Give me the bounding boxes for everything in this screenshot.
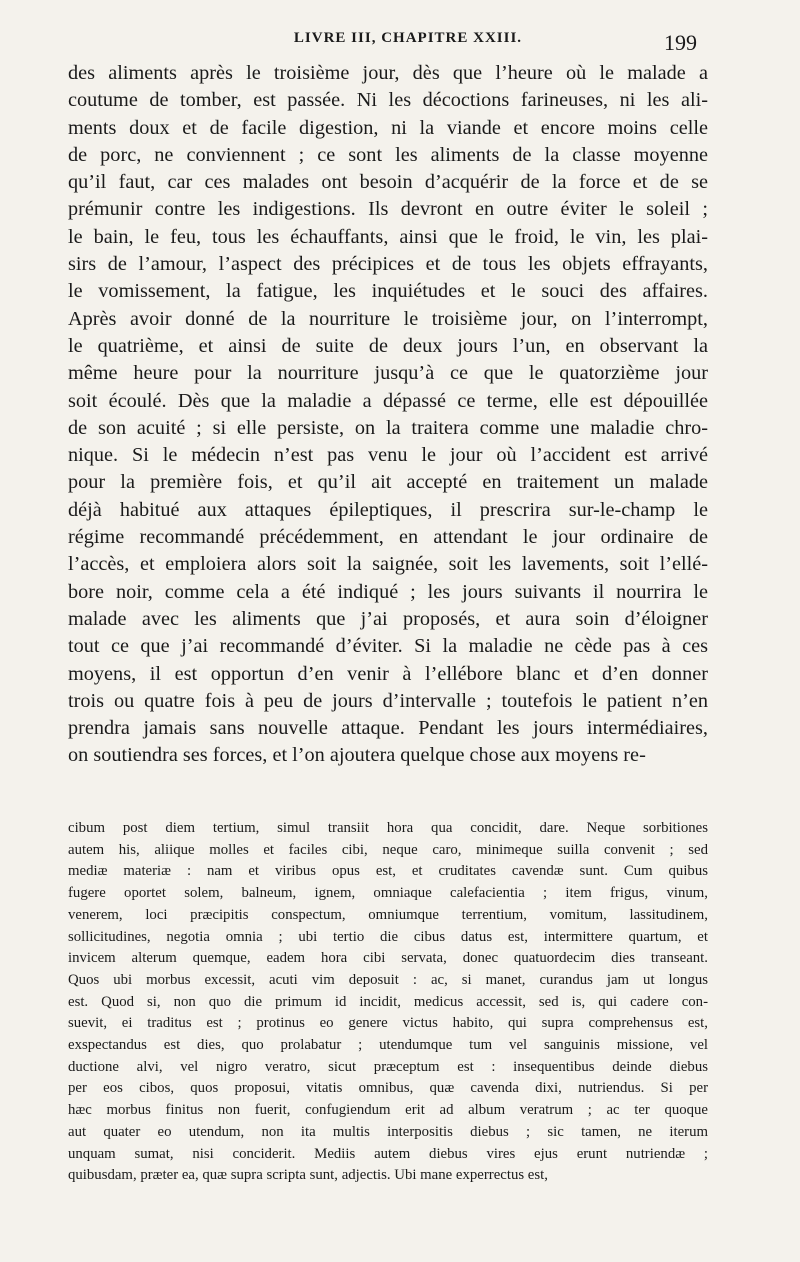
text-line: de son acuité ; si elle persiste, on la traitera comme une maladie chro- <box>68 416 708 439</box>
footnote-line: unquam sumat, nisi conciderit. Mediis autem diebus vires ejus erunt nutriendæ ; <box>68 1145 708 1162</box>
text-line: trois ou quatre fois à peu de jours d’intervalle ; toutefois le patient n’en <box>68 689 708 712</box>
footnote-line: exspectandus est dies, quo prolabatur ; utendumque tum vel sanguinis missione, vel <box>68 1037 708 1054</box>
footnote-line: invicem alterum quemque, eadem hora cibi servata, donec quatuordecim dies transeant. <box>68 950 708 967</box>
footnote-line: sollicitudines, negotia omnia ; ubi tertio die cibus datus est, intermittere quartum, et <box>68 928 708 945</box>
footnote-line: cibum post diem tertium, simul transiit hora qua concidit, dare. Neque sorbitiones <box>68 820 708 836</box>
footnote-line: mediæ materiæ : nam et viribus opus est, et cruditates cavendæ sunt. Cum quibus <box>68 863 708 880</box>
text-line: nique. Si le médecin n’est pas venu le jour où l’accident est arrivé <box>68 444 708 467</box>
text-line: le quatrième, et ainsi de suite de deux jours l’un, en observant la <box>68 334 708 357</box>
footnote-line: ductione alvi, vel nigro veratro, sicut præceptum est : insequentibus deinde diebus <box>68 1058 708 1075</box>
text-line: même heure pour la nourriture jusqu’à ce que le quatorzième jour <box>68 362 708 385</box>
text-line: ments doux et de facile digestion, ni la viande et encore moins celle <box>68 116 708 139</box>
footnote-line: suevit, ei traditus est ; protinus eo genere victus habito, qui supra comprehensus est, <box>68 1015 708 1032</box>
footnote-line: fugere oportet solem, balneum, ignem, omniaque calefacientia ; item frigus, vinum, <box>68 885 708 902</box>
footnote-line: hæc morbus finitus non fuerit, confugiendum erit ad album veratrum ; ac ter quoque <box>68 1102 708 1119</box>
text-line: pour la première fois, et qu’il ait accepté en traitement un malade <box>68 471 708 494</box>
running-title: LIVRE III, CHAPITRE XXIII. <box>293 30 523 46</box>
footnote-line: autem his, aliique molles et faciles cibi, neque caro, minimeque suilla convenit ; sed <box>68 841 708 858</box>
text-line: de porc, ne conviennent ; ce sont les aliments de la classe moyenne <box>68 143 708 166</box>
text-line: on soutiendra ses forces, et l’on ajoutera quelque chose aux moyens re- <box>68 744 646 767</box>
footnote-line: per eos cibos, quos proposui, vitatis omnibus, quæ cavenda dixi, nutriendus. Si per <box>68 1080 708 1097</box>
text-line: Après avoir donné de la nourriture le troisième jour, on l’interrompt, <box>68 307 708 330</box>
text-line: soit écoulé. Dès que la maladie a dépassé ce terme, elle est dépouillée <box>68 389 708 412</box>
page-number: 199 <box>664 30 697 55</box>
text-line: moyens, il est opportun d’en venir à l’ellébore blanc et d’en donner <box>68 662 708 685</box>
text-line: bore noir, comme cela a été indiqué ; les jours suivants il nourrira le <box>68 580 708 603</box>
footnote-line: quibusdam, præter ea, quæ supra scripta sunt, adjectis. Ubi mane experrectus est, <box>68 1167 548 1184</box>
text-line: tout ce que j’ai recommandé d’éviter. Si la maladie ne cède pas à ces <box>68 635 708 658</box>
text-line: régime recommandé précédemment, en attendant le jour ordinaire de <box>68 526 708 549</box>
text-line: prémunir contre les indigestions. Ils devront en outre éviter le soleil ; <box>68 198 708 221</box>
text-line: coutume de tomber, est passée. Ni les décoctions farineuses, ni les ali- <box>68 89 708 112</box>
latin-original-text <box>68 818 708 1187</box>
footnote-line: est. Quod si, non quo die primum id incidit, medicus accessit, sed is, qui cadere con- <box>68 993 708 1010</box>
text-line: le bain, le feu, tous les échauffants, ainsi que le froid, le vin, les plai- <box>68 225 708 248</box>
footnote-line: Quos ubi morbus excessit, acuti vim deposuit : ac, si manet, curandus jam ut longus <box>68 971 708 988</box>
footnote-line: aut quater eo utendum, non ita multis interpositis diebus ; sic tamen, ne iterum <box>68 1123 708 1140</box>
text-line: le vomissement, la fatigue, les inquiétudes et le souci des affaires. <box>68 280 708 303</box>
text-line: prendra jamais sans nouvelle attaque. Pendant les jours intermédiaires, <box>68 717 708 740</box>
text-line: l’accès, et emploiera alors soit la saignée, soit les lavements, soit l’ellé- <box>68 553 708 576</box>
french-translation-text <box>68 60 708 770</box>
text-line: des aliments après le troisième jour, dès que l’heure où le malade a <box>68 62 708 84</box>
text-line: malade avec les aliments que j’ai proposés, et aura soin d’éloigner <box>68 607 708 630</box>
footnote-line: venerem, loci præcipitis conspectum, omniumque terrentium, vomitum, lassitudinem, <box>68 906 708 923</box>
text-line: qu’il faut, car ces malades ont besoin d’acquérir de la force et de se <box>68 171 708 194</box>
text-line: sirs de l’amour, l’aspect des précipices et de tous les objets effrayants, <box>68 253 708 276</box>
text-line: déjà habitué aux attaques épileptiques, il prescrira sur-le-champ le <box>68 498 708 521</box>
